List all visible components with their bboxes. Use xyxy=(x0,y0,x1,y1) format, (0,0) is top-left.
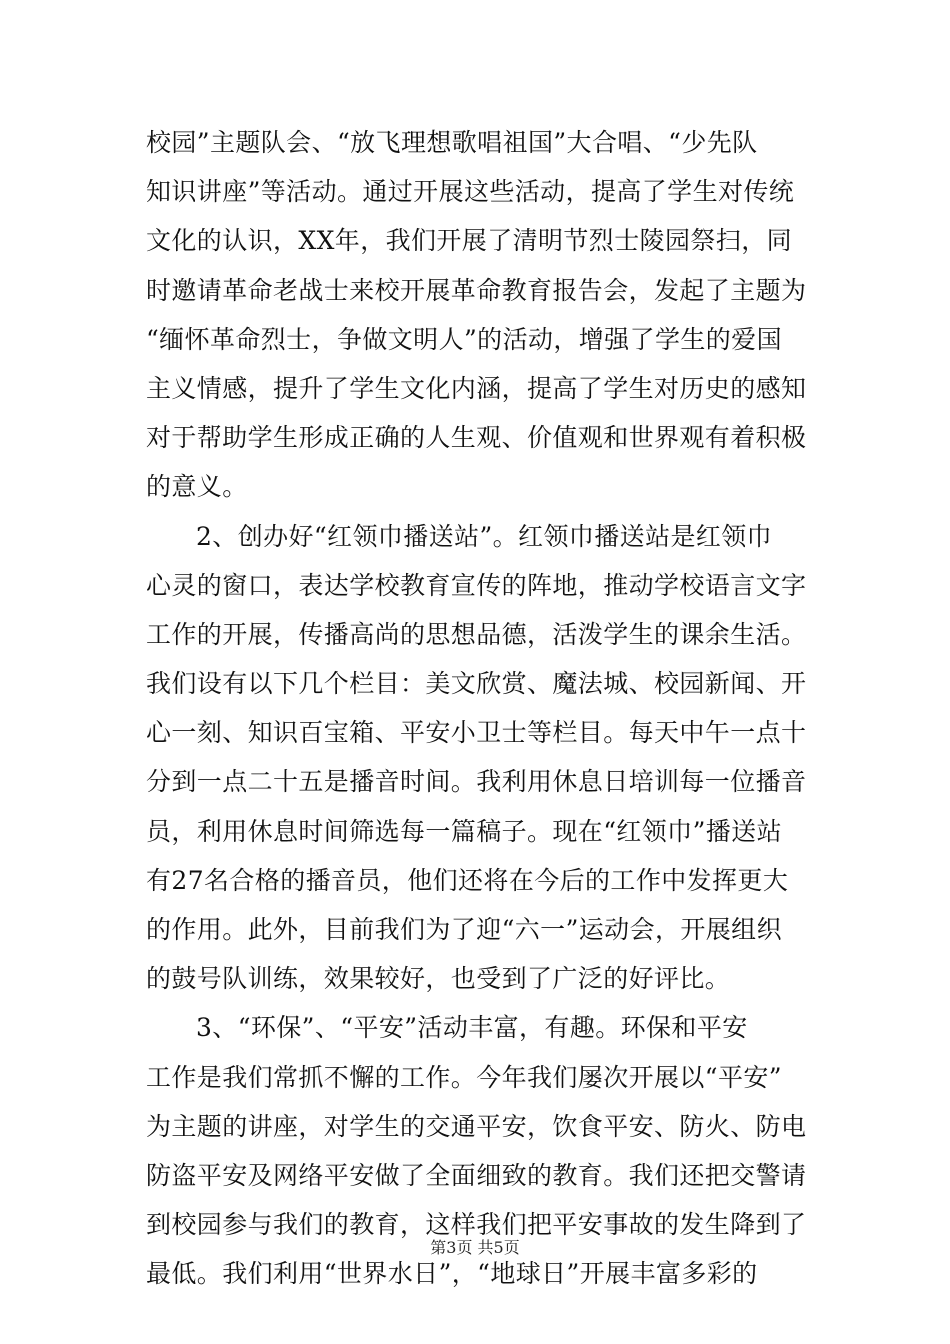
text-line: 的作用。此外，目前我们为了迎“六一”运动会，开展组织 xyxy=(146,915,782,944)
document-body xyxy=(146,118,811,1299)
text-line: 最低。我们利用“世界水日”，“地球日”开展丰富多彩的 xyxy=(146,1259,758,1289)
text-line: 心一刻、知识百宝箱、平安小卫士等栏目。每天中午一点十 xyxy=(146,718,807,748)
text-line: 对于帮助学生形成正确的人生观、价值观和世界观有着积极 xyxy=(146,423,807,453)
text-line: 知识讲座”等活动。通过开展这些活动，提高了学生对传统 xyxy=(146,177,795,207)
text-line: 工作的开展，传播高尚的思想品德，活泼学生的课余生活。 xyxy=(146,619,807,649)
text-line: 我们设有以下几个栏目：美文欣赏、魔法城、校园新闻、开 xyxy=(146,669,807,699)
text-line: 到校园参与我们的教育，这样我们把平安事故的发生降到了 xyxy=(146,1210,807,1240)
text-line: 工作是我们常抓不懈的工作。今年我们屡次开展以“平安” xyxy=(146,1062,782,1092)
text-line: 为主题的讲座，对学生的交通平安，饮食平安、防火、防电 xyxy=(146,1111,807,1141)
text-line: 校园”主题队会、“放飞理想歌唱祖国”大合唱、“少先队 xyxy=(146,128,758,157)
text-line: 心灵的窗口，表达学校教育宣传的阵地，推动学校语言文字 xyxy=(146,570,807,600)
text-line: 文化的认识，XX年，我们开展了清明节烈士陵园祭扫，同 xyxy=(146,226,792,256)
text-line: 员，利用休息时间筛选每一篇稿子。现在“红领巾”播送站 xyxy=(146,816,782,846)
text-line: 防盗平安及网络平安做了全面细致的教育。我们还把交警请 xyxy=(146,1160,807,1190)
paragraph-start-line: 3、“环保”、“平安”活动丰富，有趣。环保和平安 xyxy=(196,1013,748,1043)
paragraph-start-line: 2、创办好“红领巾播送站”。红领巾播送站是红领巾 xyxy=(196,521,773,551)
text-line: 的意义。 xyxy=(146,472,248,502)
text-line: 有27名合格的播音员，他们还将在今后的工作中发挥更大 xyxy=(146,865,789,895)
text-line: 的鼓号队训练，效果较好，也受到了广泛的好评比。 xyxy=(146,964,731,994)
text-line: 时邀请革命老战士来校开展革命教育报告会，发起了主题为 xyxy=(146,275,807,305)
page-number-footer: 第3页 共5页 xyxy=(430,1238,520,1257)
text-line: 主义情感，提升了学生文化内涵，提高了学生对历史的感知 xyxy=(146,373,807,403)
text-line: 分到一点二十五是播音时间。我利用休息日培训每一位播音 xyxy=(146,767,807,797)
text-line: “缅怀革命烈士，争做文明人”的活动，增强了学生的爱国 xyxy=(146,324,782,354)
